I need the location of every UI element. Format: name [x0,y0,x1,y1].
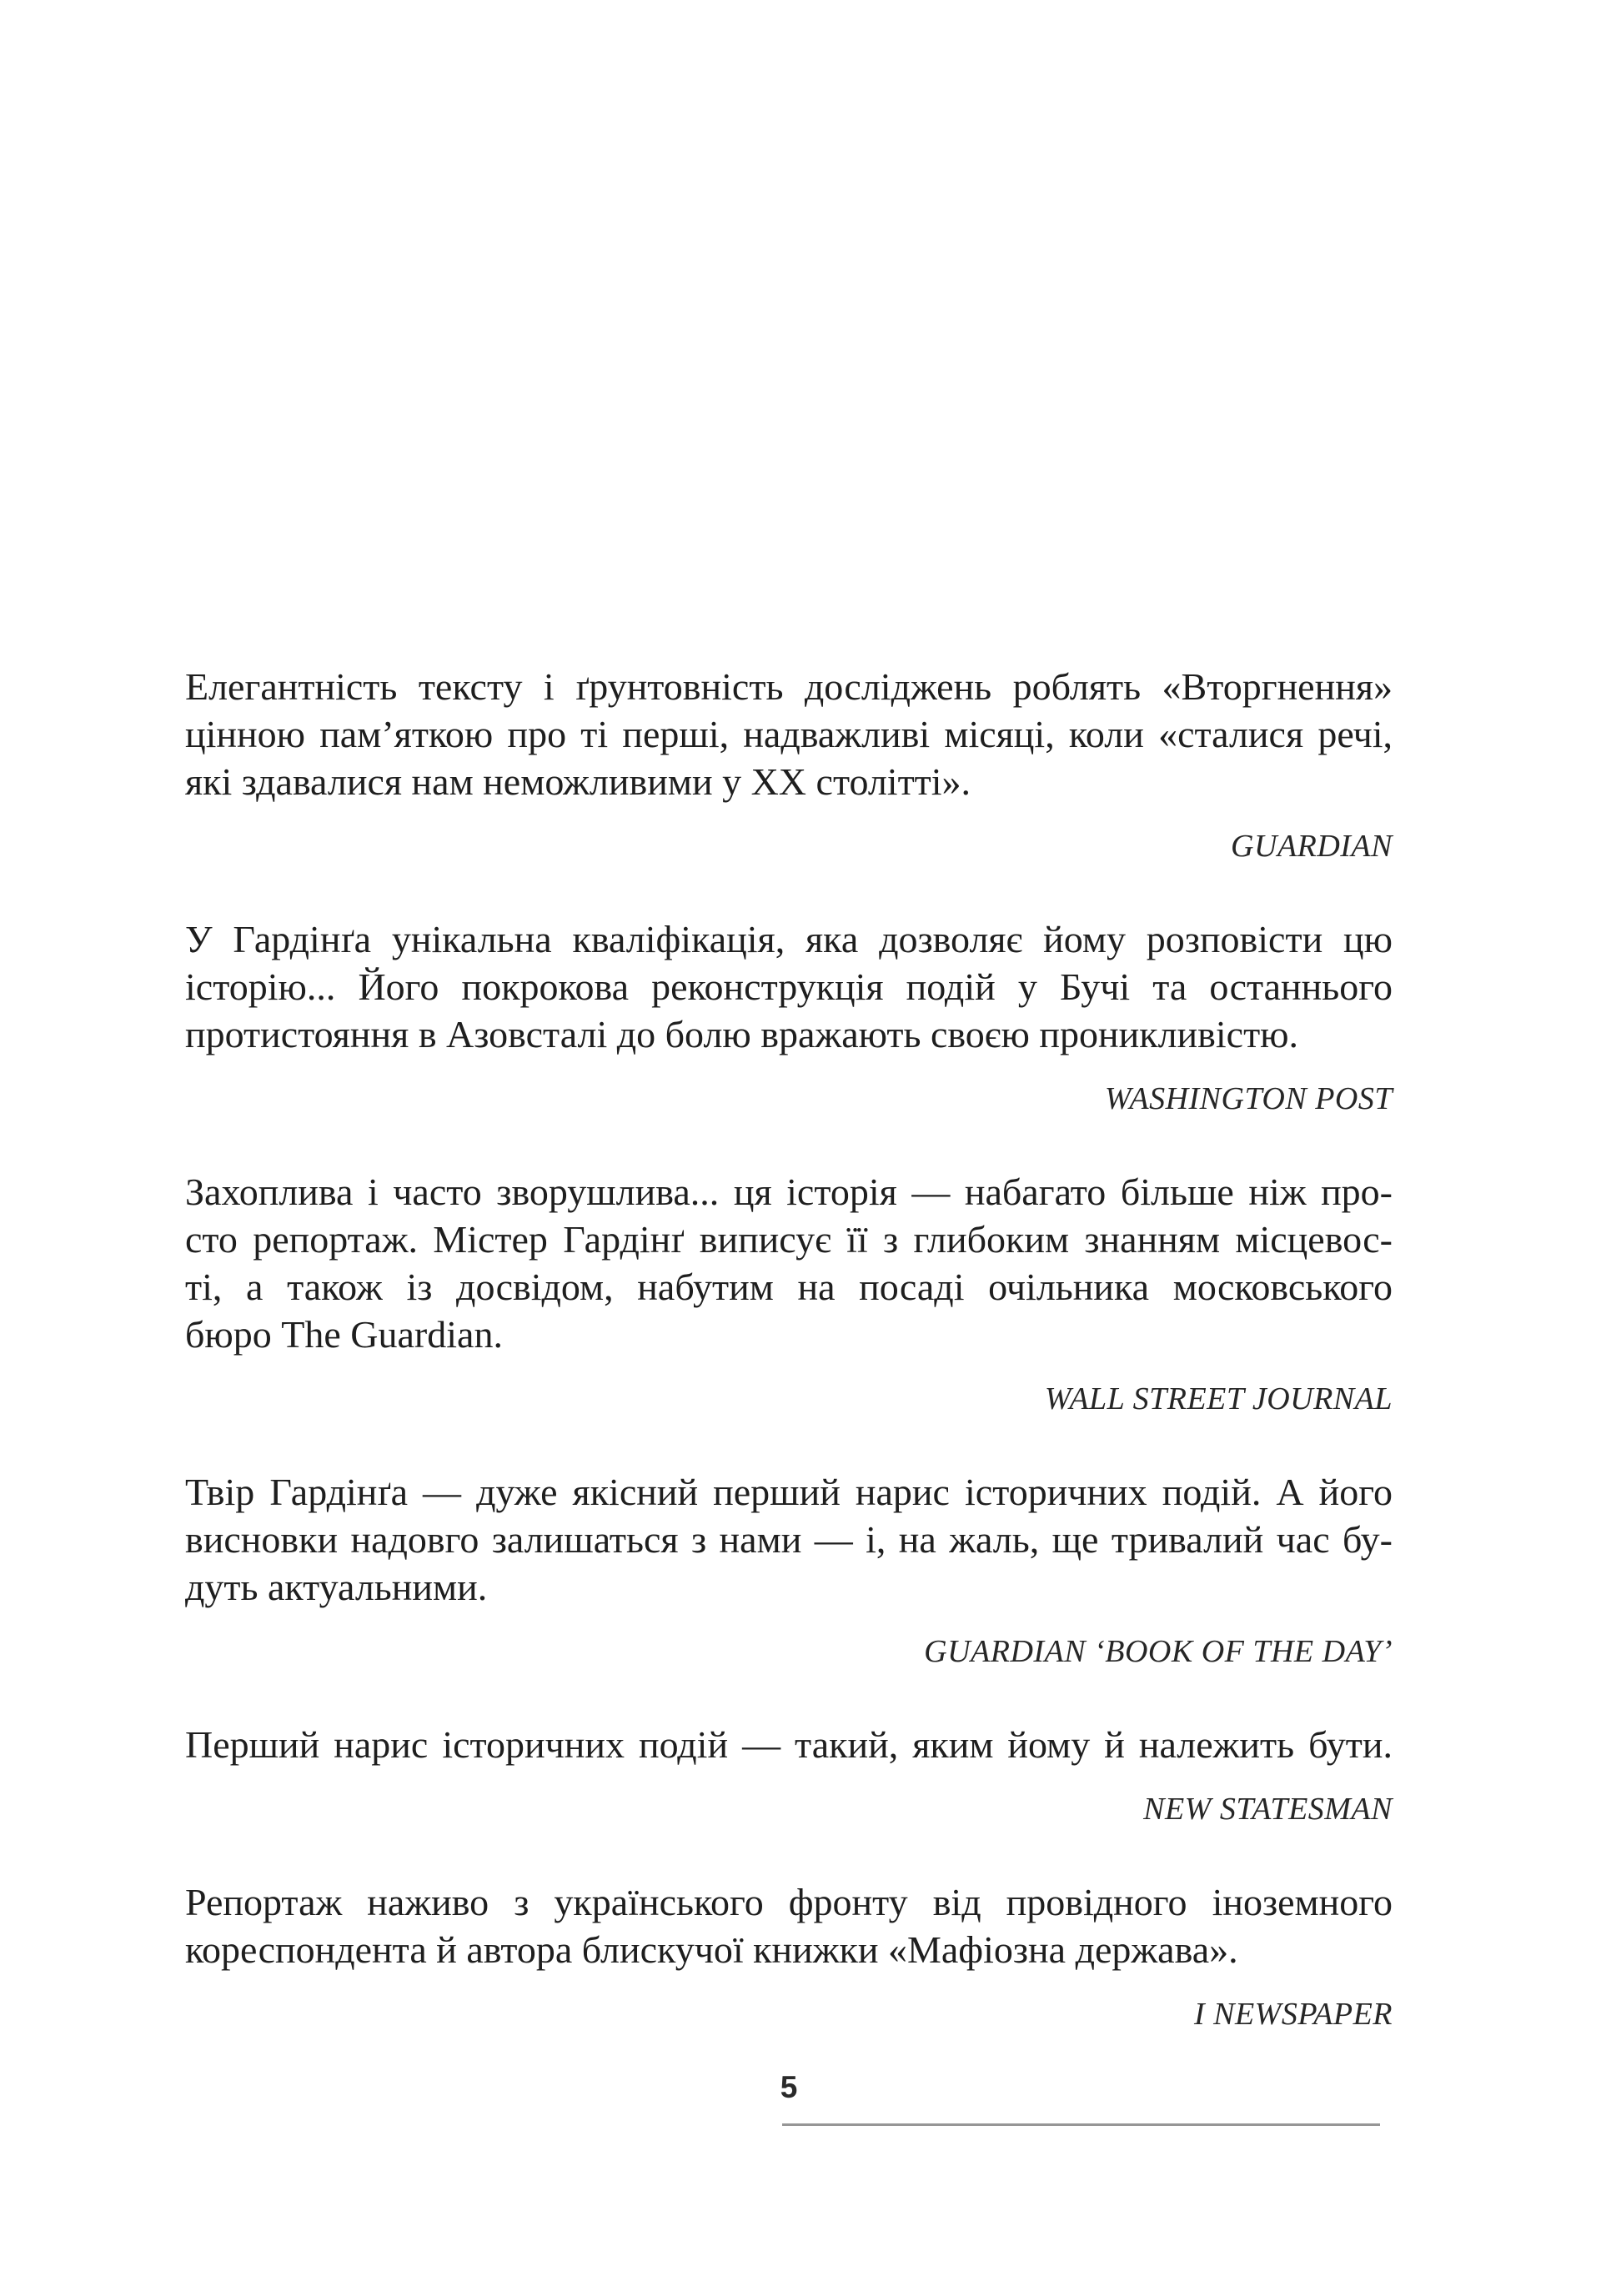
quote-block [185,1878,1393,2038]
quote-block [185,915,1393,1123]
quote-line: історію... Його покрокова реконструкція подій у Бучі та останнього [185,965,1393,1008]
page-number: 5 [780,2070,798,2104]
quote-line: ті, а також із досвідом, набутим на посаді очільника московського [185,1266,1393,1308]
quote-line: висновки надовго залишаться з нами — і, на жаль, ще тривалий час бу- [185,1518,1393,1561]
quote-line: бюро The Guardian. [185,1313,503,1356]
quotes-section [185,663,1393,2038]
quote-line: Твір Гардінґа — дуже якісний перший нарис історичних подій. А його [185,1471,1393,1513]
quote-paragraph [185,1878,1393,1973]
quote-paragraph [185,915,1393,1058]
quote-paragraph [185,663,1393,805]
quote-attribution: GUARDIAN [1231,829,1393,864]
quote-line: Перший нарис історичних подій — такий, яким йому й належить бути. [185,1723,1393,1766]
quote-line: дуть актуальними. [185,1566,488,1608]
quote-line: У Гардінґа унікальна кваліфікація, яка дозволяє йому розповісти цю [185,918,1393,960]
quote-block [185,663,1393,870]
quote-block [185,1168,1393,1423]
quote-block [185,1721,1393,1833]
quote-attribution: I NEWSPAPER [1193,1997,1393,2032]
footer-rule [782,2123,1380,2126]
quote-line: кореспондента й автора блискучої книжки «Мафіозна держава». [185,1928,1238,1971]
quote-attribution: WASHINGTON POST [1104,1081,1393,1116]
quote-attribution: GUARDIAN ‘BOOK OF THE DAY’ [924,1634,1393,1669]
quote-paragraph [185,1721,1393,1768]
quote-line: Захоплива і часто зворушлива... ця історія — набагато більше ніж про- [185,1171,1393,1213]
quote-attribution: WALL STREET JOURNAL [1044,1381,1393,1416]
quote-block [185,1468,1393,1676]
quote-paragraph [185,1168,1393,1358]
quote-line: цінною пам’яткою про ті перші, надважливі місяці, коли «сталися речі, [185,713,1393,755]
quote-attribution: NEW STATESMAN [1143,1792,1393,1827]
quote-line: Елегантність тексту і ґрунтовність досліджень роблять «Вторгнення» [185,665,1393,708]
quote-line: сто репортаж. Містер Гардінґ виписує її з глибоким знанням місцевос- [185,1218,1393,1261]
quote-paragraph [185,1468,1393,1611]
quote-line: які здавалися нам неможливими у ХХ столітті». [185,760,971,803]
quote-line: протистояння в Азовсталі до болю вражають своєю проникливістю. [185,1013,1299,1055]
quote-line: Репортаж наживо з українського фронту від провідного іноземного [185,1881,1393,1923]
